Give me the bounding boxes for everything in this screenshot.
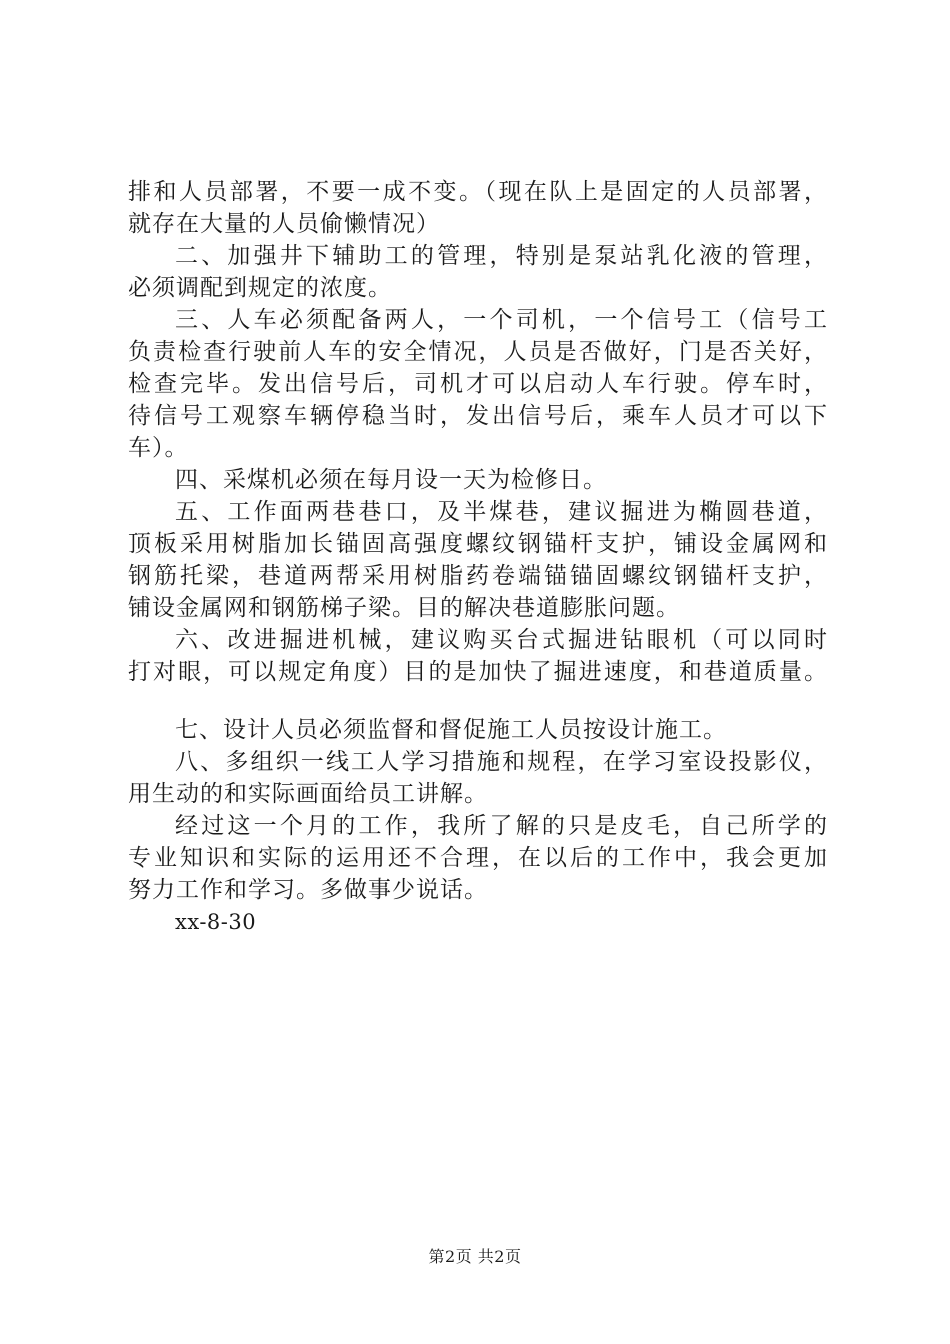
paragraph-1-line-1: 排和人员部署，不要一成不变。（现在队上是固定的人员部署， xyxy=(128,179,828,205)
paragraph-9-line-3: 努力工作和学习。多做事少说话。 xyxy=(128,877,488,903)
paragraph-6-line-1: 六、改进掘进机械，建议购买台式掘进钻眼机（可以同时 xyxy=(175,627,828,653)
document-body xyxy=(128,176,828,938)
paragraph-7-line-1: 七、设计人员必须监督和督促施工人员按设计施工。 xyxy=(175,717,727,743)
paragraph-4-line-1: 四、采煤机必须在每月设一天为检修日。 xyxy=(175,467,607,493)
paragraph-spacer xyxy=(128,688,828,714)
page-number-footer: 第2页 共2页 xyxy=(428,1247,522,1266)
paragraph-9-line-1: 经过这一个月的工作，我所了解的只是皮毛，自己所学的 xyxy=(175,813,828,839)
paragraph-3-line-1: 三、人车必须配备两人，一个司机，一个信号工（信号工 xyxy=(175,307,828,333)
paragraph-5-line-3: 钢筋托梁，巷道两帮采用树脂药卷端锚锚固螺纹钢锚杆支护， xyxy=(128,563,828,589)
paragraph-8-line-2: 用生动的和实际画面给员工讲解。 xyxy=(128,781,488,807)
paragraph-5-line-2: 顶板采用树脂加长锚固高强度螺纹钢锚杆支护，铺设金属网和 xyxy=(128,531,828,557)
paragraph-3-line-4: 待信号工观察车辆停稳当时，发出信号后，乘车人员才可以下 xyxy=(128,403,828,429)
paragraph-5-line-4: 铺设金属网和钢筋梯子梁。目的解决巷道膨胀问题。 xyxy=(128,595,680,621)
paragraph-3-line-2: 负责检查行驶前人车的安全情况，人员是否做好，门是否关好， xyxy=(128,339,828,365)
paragraph-9-line-2: 专业知识和实际的运用还不合理，在以后的工作中，我会更加 xyxy=(128,845,828,871)
paragraph-2-line-1: 二、加强井下辅助工的管理，特别是泵站乳化液的管理， xyxy=(175,243,828,269)
paragraph-6-line-2: 打对眼，可以规定角度）目的是加快了掘进速度，和巷道质量。 xyxy=(128,659,828,685)
paragraph-1-line-2: 就存在大量的人员偷懒情况） xyxy=(128,211,440,237)
paragraph-3-line-5: 车）。 xyxy=(128,435,189,461)
paragraph-3-line-3: 检查完毕。发出信号后，司机才可以启动人车行驶。停车时， xyxy=(128,371,828,397)
document-date: xx-8-30 xyxy=(175,910,257,934)
paragraph-2-line-2: 必须调配到规定的浓度。 xyxy=(128,275,392,301)
paragraph-5-line-1: 五、工作面两巷巷口，及半煤巷，建议掘进为椭圆巷道， xyxy=(175,499,828,525)
paragraph-8-line-1: 八、多组织一线工人学习措施和规程，在学习室设投影仪， xyxy=(175,749,828,775)
